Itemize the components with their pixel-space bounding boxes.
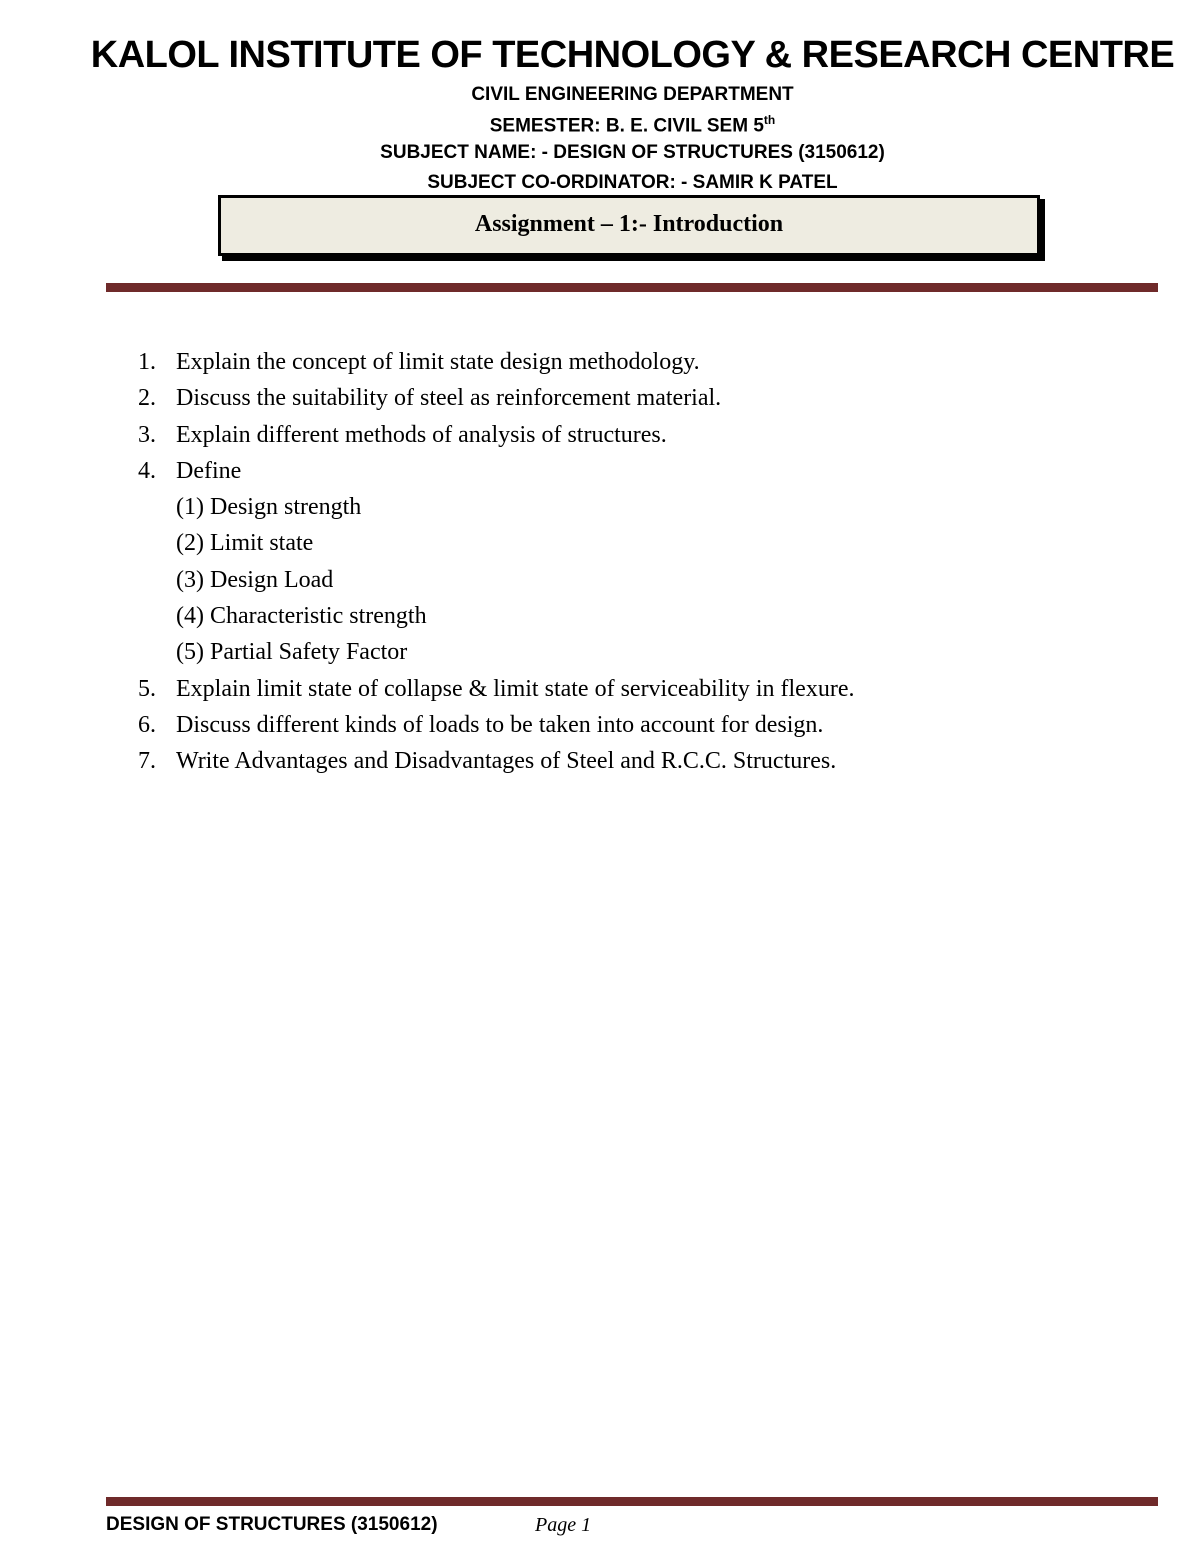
question-item [138,344,854,380]
question-number: 5. [138,675,156,702]
semester-superscript: th [763,113,776,127]
department-line: CIVIL ENGINEERING DEPARTMENT [471,84,794,105]
question-item [138,417,854,453]
footer-divider [106,1497,1158,1506]
assignment-box [218,195,1040,256]
footer-subject: DESIGN OF STRUCTURES (3150612) [106,1514,438,1535]
question-item [138,453,854,489]
footer-page-number: Page 1 [535,1514,592,1536]
question-text: Explain different methods of analysis of structures. [176,421,667,448]
question-number: 4. [138,457,156,484]
semester-line [0,113,1200,137]
definition-subitem: (3) Design Load [176,566,334,593]
question-number: 2. [138,385,156,412]
definition-subitem: (5) Partial Safety Factor [176,639,408,666]
question-number: 7. [138,748,156,775]
question-number: 6. [138,711,156,738]
semester-text: SEMESTER: B. E. CIVIL SEM 5 [489,115,764,137]
question-item [138,671,854,707]
coordinator-line: SUBJECT CO-ORDINATOR: - SAMIR K PATEL [427,172,838,193]
subject-name-line: SUBJECT NAME: - DESIGN OF STRUCTURES (3150612) [380,142,885,163]
question-text: Explain the concept of limit state design methodology. [176,349,700,375]
institute-title: KALOL INSTITUTE OF TECHNOLOGY & RESEARCH CENTRE [90,34,1175,76]
question-list [138,344,854,780]
question-text: Define [176,457,242,484]
header-divider [106,283,1158,292]
question-text: Discuss the suitability of steel as reinforcement material. [176,385,722,412]
question-number: 1. [138,349,156,375]
question-item [138,380,854,416]
definition-subitem: (2) Limit state [176,530,314,557]
question-text: Discuss different kinds of loads to be taken into account for design. [176,711,824,738]
question-text: Write Advantages and Disadvantages of Steel and R.C.C. Structures. [176,748,837,775]
question-text: Explain limit state of collapse & limit state of serviceability in flexure. [176,675,855,702]
definition-subitem: (1) Design strength [176,494,362,521]
question-item [138,743,854,779]
question-number: 3. [138,421,156,448]
definition-subitem: (4) Characteristic strength [176,603,427,630]
question-item [138,707,854,743]
assignment-title: Assignment – 1:- Introduction [474,211,784,237]
